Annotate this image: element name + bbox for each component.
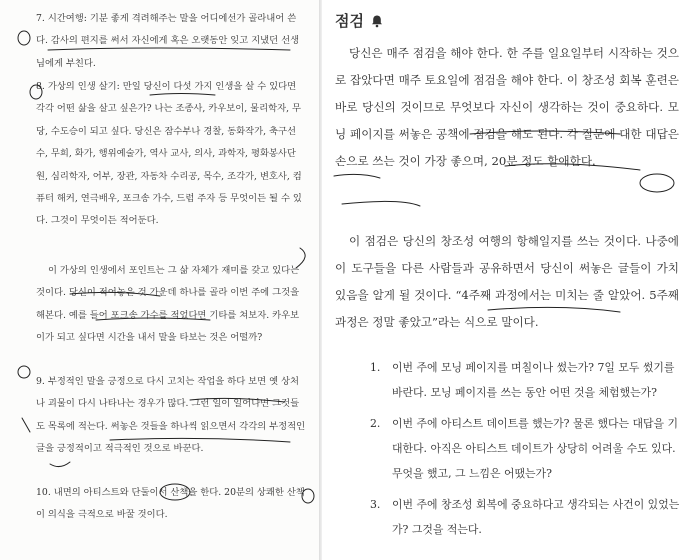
question-list <box>370 355 680 548</box>
item-text: 내면의 아티스트와 단둘이서 산책을 한다. 20분의 상쾌한 산책이 의식을 극적으로 바꿀 것이다. <box>36 487 305 521</box>
list-item-7 <box>36 8 306 75</box>
question-text: 이번 주에 모닝 페이지를 며칠이나 썼는가? 7일 모두 썼기를 바란다. 모닝 페이지를 쓰는 동안 어떤 것을 체험했는가? <box>392 361 675 399</box>
log-paragraph <box>335 228 679 336</box>
question-number: 3. <box>370 498 381 511</box>
item-text: 가상의 인생 살기: 만일 당신이 다섯 가지 인생을 살 수 있다면 각각 어떤 삶을 살고 싶은가? 나는 조종사, 카우보이, 물리학자, 무당, 수도승이 되고 싶다. 당신은 잠수부나 경찰, 동화작가, 축구선수, 무희, 화가, 행위예술가, 역사 교사, 의사, 과학자, 평화봉사단원, 심리학자, 어부, 장관, 자동차 수리공, 목수, 조각가, 변호사, 컴퓨터 해커, 연극배우, 포크송 가수, 드럼 주자 등 무엇이든 될 수 있다. 그것이 무엇이든 적어둔다. <box>36 81 302 227</box>
item-text: 이 가상의 인생에서 포인트는 그 삶 자체가 재미를 갖고 있다는 것이다. 당신이 적어놓은 것 가운데 하나를 골라 이번 주에 그것을 해본다. 예를 들어 포크송 가수를 적었다면 기타를 쳐보자. 카우보이가 되고 싶다면 시간을 내서 말을 타보는 것은 어떨까? <box>36 265 300 344</box>
question-item-3 <box>370 492 680 542</box>
question-item-1 <box>370 355 680 405</box>
list-item-8 <box>36 76 306 233</box>
page-title: 점검 <box>335 12 364 30</box>
item-number: 10. <box>36 487 51 498</box>
book-gutter <box>319 0 322 560</box>
paragraph-1: 당신은 매주 점검을 해야 한다. 한 주를 일요일부터 시작하는 것으로 잡았다면 매주 토요일에 점검을 해야 한다. 이 창조성 회복 훈련은 바로 당신의 것이므로 무엇보다 자신이 생각하는 것이 중요하다. 모닝 페이지를 써놓은 공책에 점검을 해도 된다. 각 질문에 대한 대답은 손으로 쓰는 것이 가장 좋으며, 20분 정도 할애한다. <box>335 46 679 168</box>
item-text: 시간여행: 기분 좋게 격려해주는 말을 어디에선가 골라내어 쓴다. 감사의 편지를 써서 자신에게 혹은 오랫동안 잊고 지냈던 선생님에게 부친다. <box>36 13 300 69</box>
bell-icon <box>370 14 384 28</box>
question-number: 1. <box>370 361 381 374</box>
list-item-9 <box>36 371 306 461</box>
intro-paragraph <box>335 40 679 175</box>
section-heading <box>335 10 384 31</box>
question-text: 이번 주에 아티스트 데이트를 했는가? 물론 했다는 대답을 기대한다. 아직은 아티스트 데이트가 상당히 어려울 수도 있다. 무엇을 했고, 그 느낌은 어땠는가? <box>392 417 679 480</box>
item-number: 8. <box>36 81 45 92</box>
item-number: 9. <box>36 376 45 387</box>
list-item-10 <box>36 482 306 527</box>
paragraph-2: 이 점검은 당신의 창조성 여행의 항해일지를 쓰는 것이다. 나중에 이 도구들을 다른 사람들과 공유하면서 당신이 써놓은 글들이 가치 있음을 알게 될 것이다. “4주째 과정에서는 미치는 줄 알았어. 5주째 과정은 정말 좋았고”라는 식으로 말이다. <box>335 234 679 329</box>
question-item-2 <box>370 411 680 486</box>
item-number: 7. <box>36 13 45 24</box>
item-text: 부정적인 말을 긍정으로 다시 고치는 작업을 하다 보면 옛 상처나 괴물이 다시 나타나는 경우가 많다. 그런 일이 일어나면 그것들도 목록에 적는다. 써놓은 것들을 하나씩 읽으면서 각각의 부정적인 글을 긍정적이고 적극적인 것으로 바꾼다. <box>36 376 306 455</box>
question-number: 2. <box>370 417 381 430</box>
list-item-8-continued <box>36 260 306 350</box>
question-text: 이번 주에 창조성 회복에 중요하다고 생각되는 사건이 있었는가? 그것을 적는다. <box>392 498 680 536</box>
